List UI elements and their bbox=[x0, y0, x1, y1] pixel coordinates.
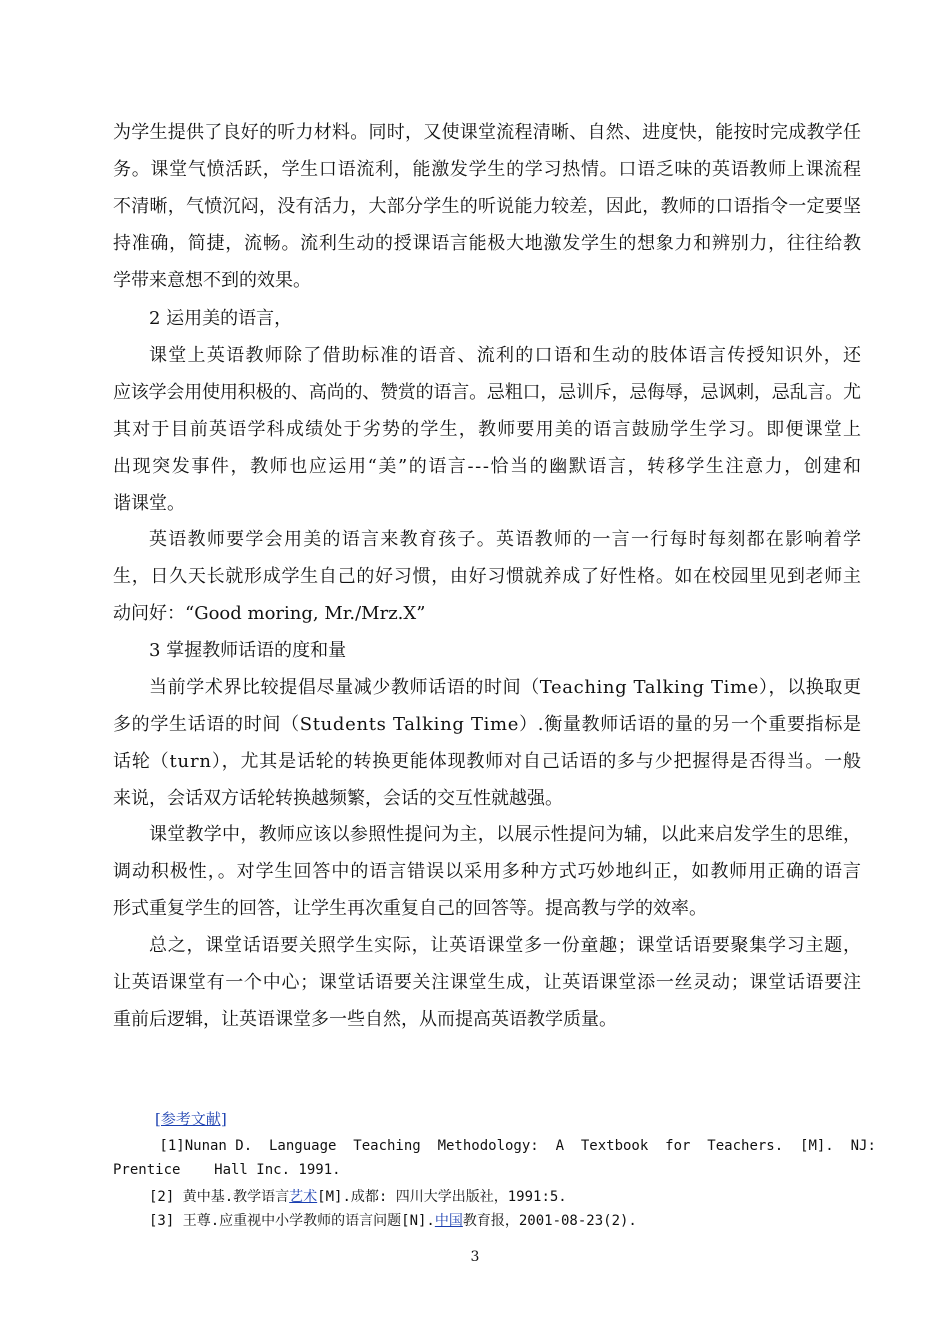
paragraph-questioning bbox=[113, 816, 861, 927]
reference-2-text: [2] 黄中基.教学语言 bbox=[149, 1189, 290, 1205]
paragraph-line: 出现突发事件，教师也应运用“美”的语言---恰当的幽默语言，转移学生注意力，创建和 bbox=[113, 456, 863, 477]
reference-3-text: [3] 王尊.应重视中小学教师的语言问题[N]. bbox=[149, 1213, 435, 1229]
paragraph-line: 总之，课堂话语要关照学生实际，让英语课堂多一份童趣；课堂话语要聚集学习主题， bbox=[149, 935, 862, 956]
paragraph-line: 多的学生话语的时间（Students Talking Time）.衡量教师话语的量的另一个重要指标是 bbox=[113, 714, 862, 735]
paragraph-teacher-talking-time bbox=[113, 669, 861, 817]
reference-2-link[interactable]: 艺术 bbox=[289, 1189, 318, 1205]
paragraph-line: 当前学术界比较提倡尽量减少教师话语的时间（Teaching Talking Time），以换取更 bbox=[149, 677, 862, 698]
paragraph-line: 课堂教学中，教师应该以参照性提问为主，以展示性提问为辅，以此来启发学生的思维， bbox=[149, 824, 862, 845]
reference-3-link[interactable]: 中国 bbox=[434, 1213, 463, 1229]
paragraph-conclusion bbox=[113, 927, 861, 1038]
section-heading-beautiful-language: 2 运用美的语言， bbox=[149, 308, 293, 329]
paragraph-line: 形式重复学生的回答，让学生再次重复自己的回答等。提高教与学的效率。 bbox=[113, 898, 707, 919]
paragraph-line: 动问好：“Good moring, Mr./Mrz.X” bbox=[113, 603, 426, 624]
references-section bbox=[113, 1108, 876, 1229]
paragraph-educate-children bbox=[113, 521, 861, 632]
paragraph-line: 持准确，简捷，流畅。流利生动的授课语言能极大地激发学生的想象力和辨别力，往往给教 bbox=[113, 233, 862, 254]
reference-3 bbox=[149, 1210, 637, 1230]
paragraph-line: 重前后逻辑，让英语课堂多一些自然，从而提高英语教学质量。 bbox=[113, 1009, 617, 1030]
reference-3-tail: 教育报，2001-08-23(2). bbox=[462, 1213, 637, 1229]
paragraph-line: 不清晰，气愤沉闷，没有活力，大部分学生的听说能力较差，因此，教师的口语指令一定要坚 bbox=[113, 196, 862, 217]
references-title[interactable] bbox=[155, 1108, 227, 1129]
page-number: 3 bbox=[470, 1249, 480, 1265]
paragraph-line: 话轮（turn），尤其是话轮的转换更能体现教师对自己话语的多与少把握得是否得当。一般 bbox=[113, 751, 862, 772]
paragraph-line: 谐课堂。 bbox=[113, 493, 185, 514]
paragraph-line: 务。课堂气愤活跃，学生口语流利，能激发学生的学习热情。口语乏味的英语教师上课流程 bbox=[113, 159, 862, 180]
paragraph-listening-materials bbox=[113, 114, 861, 299]
paragraph-line: 调动积极性，。对学生回答中的语言错误以采用多种方式巧妙地纠正，如教师用正确的语言 bbox=[113, 861, 862, 882]
paragraph-line: 来说，会话双方话轮转换越频繁，会话的交互性就越强。 bbox=[113, 788, 563, 809]
paragraph-positive-language bbox=[113, 337, 861, 522]
reference-1-line-2: Prentice Hall Inc. 1991. bbox=[113, 1162, 341, 1178]
paragraph-line: 应该学会用使用积极的、高尚的、赞赏的语言。忌粗口，忌训斥，忌侮辱，忌讽刺，忌乱言。尤 bbox=[113, 382, 861, 403]
reference-1-line-1: [1]Nunan D. Language Teaching Methodology: A Textbook for Teachers. [M]. NJ: bbox=[151, 1138, 876, 1154]
paragraph-line: 学带来意想不到的效果。 bbox=[113, 270, 311, 291]
paragraph-line: 生，日久天长就形成学生自己的好习惯，由好习惯就养成了好性格。如在校园里见到老师主 bbox=[113, 566, 862, 587]
section-heading-teacher-talk-amount: 3 掌握教师话语的度和量 bbox=[149, 640, 347, 661]
paragraph-line: 英语教师要学会用美的语言来教育孩子。英语教师的一言一行每时每刻都在影响着学 bbox=[149, 529, 863, 550]
references-title-link[interactable]: [参考文献] bbox=[155, 1110, 227, 1128]
reference-2 bbox=[149, 1186, 567, 1206]
paragraph-line: 让英语课堂有一个中心；课堂话语要关注课堂生成，让英语课堂添一丝灵动；课堂话语要注 bbox=[113, 972, 862, 993]
reference-2-tail: [M].成都: 四川大学出版社，1991:5. bbox=[317, 1189, 567, 1205]
paragraph-line: 其对于目前英语学科成绩处于劣势的学生，教师要用美的语言鼓励学生学习。即便课堂上 bbox=[113, 419, 863, 440]
paragraph-line: 课堂上英语教师除了借助标准的语音、流利的口语和生动的肢体语言传授知识外，还 bbox=[149, 345, 863, 366]
paragraph-line: 为学生提供了良好的听力材料。同时，又使课堂流程清晰、自然、进度快，能按时完成教学任 bbox=[113, 122, 862, 143]
